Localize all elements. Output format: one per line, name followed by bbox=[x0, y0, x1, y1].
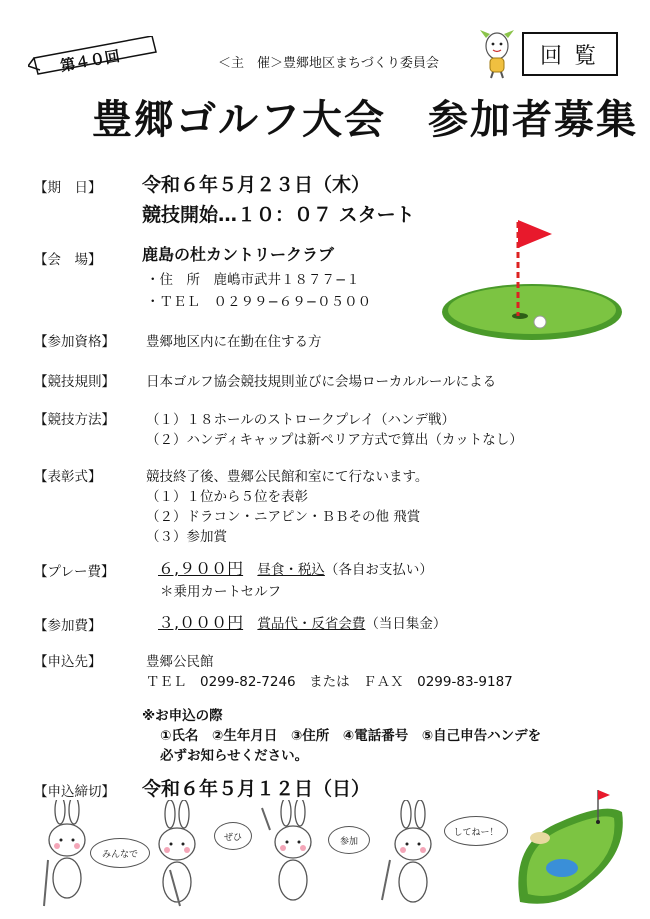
award-line-1: 競技終了後、豊郷公民館和室にて行ないます。 bbox=[146, 469, 429, 485]
apply-place: 豊郷公民館 bbox=[146, 654, 214, 670]
venue-name: 鹿島の杜カントリークラブ bbox=[142, 245, 335, 264]
rules-value: 日本ゴルフ協会競技規則並びに会場ローカルルールによる bbox=[146, 374, 497, 390]
apply-label: 【申込先】 bbox=[34, 654, 102, 670]
golf-green-illustration bbox=[440, 212, 625, 342]
award-line-3: （２）ドラコン・ニアピン・ＢＢその他 飛賞 bbox=[146, 509, 421, 525]
play-fee-note: （各自お支払い） bbox=[324, 562, 433, 578]
start-time: 競技開始…１０：０７ スタート bbox=[142, 204, 415, 226]
play-fee-amount: ６,９００円 bbox=[158, 559, 244, 578]
method-label: 【競技方法】 bbox=[34, 412, 115, 428]
award-line-2: （１）１位から５位を表彰 bbox=[146, 489, 308, 505]
circulate-box: 回覧 bbox=[522, 32, 618, 76]
play-fee-row bbox=[158, 556, 433, 579]
entry-fee-row bbox=[158, 610, 446, 633]
speech-bubble-3: 参加 bbox=[328, 826, 370, 854]
notice-title: ※お申込の際 bbox=[142, 708, 223, 724]
play-fee-sub: ＊乗用カートセルフ bbox=[160, 584, 282, 600]
apply-contact: ＴＥＬ 0299-82-7246 または ＦＡＸ 0299-83-9187 bbox=[146, 674, 513, 690]
page-title: 豊郷ゴルフ大会 参加者募集 bbox=[92, 97, 638, 143]
entry-fee-note: （当日集金） bbox=[365, 616, 447, 632]
play-fee-label: 【プレー費】 bbox=[34, 564, 115, 580]
deadline-label: 【申込締切】 bbox=[34, 784, 115, 800]
event-date: 令和６年５月２３日（木） bbox=[142, 174, 371, 196]
entry-fee-label: 【参加費】 bbox=[34, 618, 102, 634]
method-line-2: （２）ハンディキャップは新ペリア方式で算出（カットなし） bbox=[146, 432, 523, 448]
event-number: 第４０回 bbox=[58, 46, 122, 76]
award-line-4: （３）参加賞 bbox=[146, 529, 227, 545]
venue-label: 【会 場】 bbox=[34, 252, 102, 268]
notice-line-2: 必ずお知らせください。 bbox=[160, 748, 309, 764]
notice-line-1: ①氏名 ②生年月日 ③住所 ④電話番号 ⑤自己申告ハンデを bbox=[160, 728, 542, 744]
entry-fee-amount: ３,０００円 bbox=[158, 613, 244, 632]
golf-course-illustration bbox=[510, 782, 628, 914]
speech-bubble-1: みんなで bbox=[90, 838, 150, 868]
entry-fee-detail: 賞品代・反省会費 bbox=[257, 616, 366, 632]
rules-label: 【競技規則】 bbox=[34, 374, 115, 390]
date-label: 【期 日】 bbox=[34, 180, 102, 196]
organizer: ＜主 催＞豊郷地区まちづくり委員会 bbox=[218, 56, 439, 71]
method-line-1: （１）１８ホールのストロークプレイ（ハンデ戦） bbox=[146, 412, 456, 428]
venue-address: ・住 所 鹿嶋市武井１８７７−１ bbox=[146, 272, 360, 288]
award-label: 【表彰式】 bbox=[34, 469, 102, 485]
eligibility-label: 【参加資格】 bbox=[34, 334, 115, 350]
speech-bubble-2: ぜひ bbox=[214, 822, 252, 850]
eligibility-value: 豊郷地区内に在勤在住する方 bbox=[146, 334, 322, 350]
speech-bubble-4: してねー！ bbox=[444, 816, 508, 846]
play-fee-detail: 昼食・税込 bbox=[257, 562, 325, 578]
venue-tel: ・ＴＥＬ ０２９９−６９−０５００ bbox=[146, 294, 372, 310]
deadline-date: 令和６年５月１２日（日） bbox=[142, 778, 371, 800]
mascot-icon bbox=[476, 24, 518, 80]
